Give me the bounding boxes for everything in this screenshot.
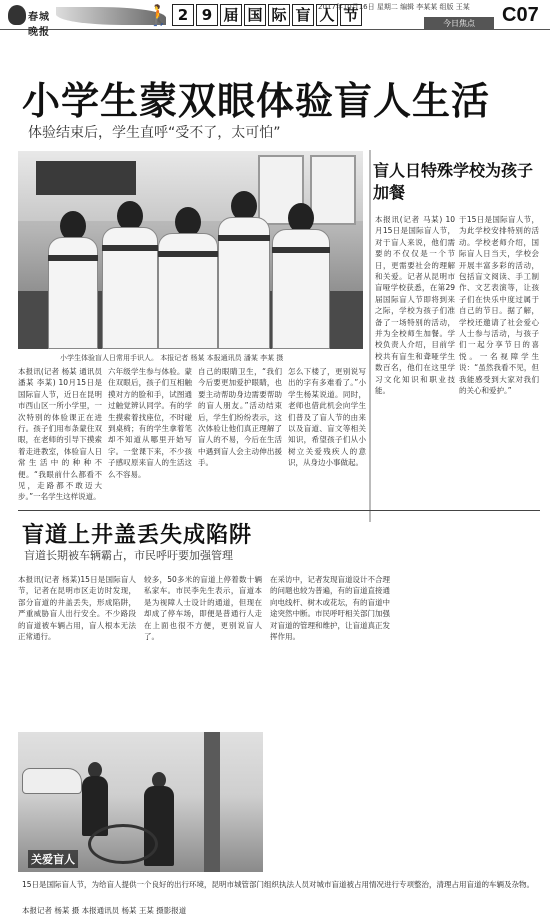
banner-char: 盲 — [292, 4, 314, 26]
bottom-caption: 15日是国际盲人节，为给盲人提供一个良好的出行环境，昆明市城管部门组织执法人员对城市盲道被占用情况进行专项整治，清理占用盲道的车辆及杂物。 — [22, 880, 535, 889]
masthead — [0, 0, 550, 58]
section-divider — [18, 510, 540, 511]
logo-mark-icon — [8, 5, 26, 25]
issue-info: 2017年10月16日 星期二 编辑 李某某 组版 王某 — [318, 3, 470, 11]
photo-student — [272, 203, 330, 349]
story1-column-1: 本报讯(记者 杨某 通讯员 潘某 李某) 10月15日是国际盲人节，近日在昆明市西山区一所小学里，一次特别的体验课正在进行。孩子们用布条蒙住双眼，在老师的引导下摸索着走进教室，体验盲人日常生活中的种种不便。“我眼前什么都看不见，走路都不敢迈大步。”一名学生这样说道。 — [18, 367, 102, 502]
sidebar-story — [369, 150, 541, 522]
photo-student — [158, 207, 218, 349]
street-photo — [18, 732, 263, 872]
photo-credit: 本报记者 杨某 摄 本报通讯员 杨某 王某 摄影报道 — [22, 906, 187, 915]
banner-char: 届 — [220, 4, 242, 26]
banner-char: 国 — [244, 4, 266, 26]
walking-person-icon: 🚶 — [146, 3, 171, 27]
photo-blackboard — [36, 161, 136, 195]
section-tab: 今日焦点 — [424, 17, 494, 30]
sidebar-column-2: 于15日是国际盲人节，为此学校安排特别的活动。学校老师介绍，国际盲人日当天，学校会开展丰富多彩的活动，包括盲文阅读、手工制作、文艺表演等，让孩子们在快乐中度过属于自己的节日。据了解，学校还邀请了社会爱心人士参与活动，与孩子们一起分享节日的喜悦。一名视障学生说：“虽然我看不见，但我能感受到大家对我们的关心和爱护。” — [459, 215, 539, 396]
main-headline: 小学生蒙双眼体验盲人生活 — [22, 79, 491, 123]
story1-column-2: 六年级学生参与体验。蒙住双眼后，孩子们互相触摸对方的脸和手，试图通过触觉辨认同学。有的学生摸索着找座位，不时碰到桌椅；有的学生拿着笔却不知道从哪里开始写字。一堂课下来，不少孩子感叹原来盲人的生活这么不容易。 — [108, 367, 192, 479]
page-number: C07 — [502, 4, 539, 26]
story2-column-2: 较多，50多米的盲道上停着数十辆私家车。市民李先生表示，盲道本是为视障人士设计的通道，但现在却成了停车场，即便是普通行人走在上面也很不方便，更别说盲人了。 — [144, 575, 262, 642]
photo-car — [22, 768, 82, 794]
sidebar-column-1: 本报讯(记者 马某) 10月15日是国际盲人节，对于盲人来说，他们需要的不仅仅是一个节日，更需要社会的理解和关爱。记者从昆明市盲哑学校获悉，在第29届国际盲人节即将到来之际，学校为孩子们准备了一场特别的活动，并为全校师生加餐。学校负责人介绍，目前学校共有盲生和聋哑学生数百名，他们在这里学习文化知识和职业技能。 — [375, 215, 455, 396]
sidebar-rule — [369, 150, 371, 522]
banner-char: 9 — [196, 4, 218, 26]
banner-char: 2 — [172, 4, 194, 26]
story2-column-1: 本报讯(记者 杨某)15日是国际盲人节，记者在昆明市区走访时发现，部分盲道的井盖丢失，形成陷阱，严重威胁盲人出行安全。不少路段的盲道被车辆占用，盲人根本无法正常通行。 — [18, 575, 136, 642]
banner-char: 际 — [268, 4, 290, 26]
logo-text: 春城晚报 — [28, 12, 50, 38]
sidebar-headline: 盲人日特殊学校为孩子加餐 — [373, 161, 534, 202]
photo-overlay-label: 关爱盲人 — [28, 850, 78, 868]
photo-student — [102, 201, 158, 349]
photo-caption: 小学生体验盲人日常用手识人。 本报记者 杨某 本报通讯员 潘某 李某 摄 — [60, 354, 284, 362]
story2-column-3: 在采访中，记者发现盲道设计不合理的问题也较为普遍，有的盲道直接通向电线杆、树木或花坛，有的盲道中途突然中断。市民呼吁相关部门加强对盲道的管理和维护，让盲道真正发挥作用。 — [270, 575, 390, 642]
photo-student — [48, 211, 98, 349]
photo-student — [218, 191, 270, 349]
photo-motorbike — [88, 824, 158, 864]
second-headline: 盲道上井盖丢失成陷阱 — [22, 523, 253, 548]
photo-tree — [204, 732, 220, 872]
main-subhead: 体验结束后，学生直呼“受不了，太可怕” — [28, 125, 281, 141]
second-subhead: 盲道长期被车辆霸占，市民呼吁要加强管理 — [24, 549, 233, 562]
story1-column-4: 怎么下楼了，更别说写出的字有多难看了。”小学生杨某说道。同时，老师也借此机会向学生们普及了盲人节的由来以及盲道、盲文等相关知识，希望孩子们从小树立关爱残疾人的意识，从身边小事做起。 — [288, 367, 366, 468]
story1-column-3: 自己的眼睛卫生，“我们今后要更加爱护眼睛，也要主动帮助身边需要帮助的盲人朋友。”活动结束后，学生们纷纷表示，这次体验让他们真正理解了盲人的不易，今后在生活中遇到盲人会主动伸出援手。 — [198, 367, 282, 468]
banner-char: 人 — [316, 4, 338, 26]
classroom-photo — [18, 151, 363, 349]
newspaper-logo — [8, 3, 52, 38]
banner-char: 节 — [340, 4, 362, 26]
masthead-bar — [0, 0, 550, 38]
